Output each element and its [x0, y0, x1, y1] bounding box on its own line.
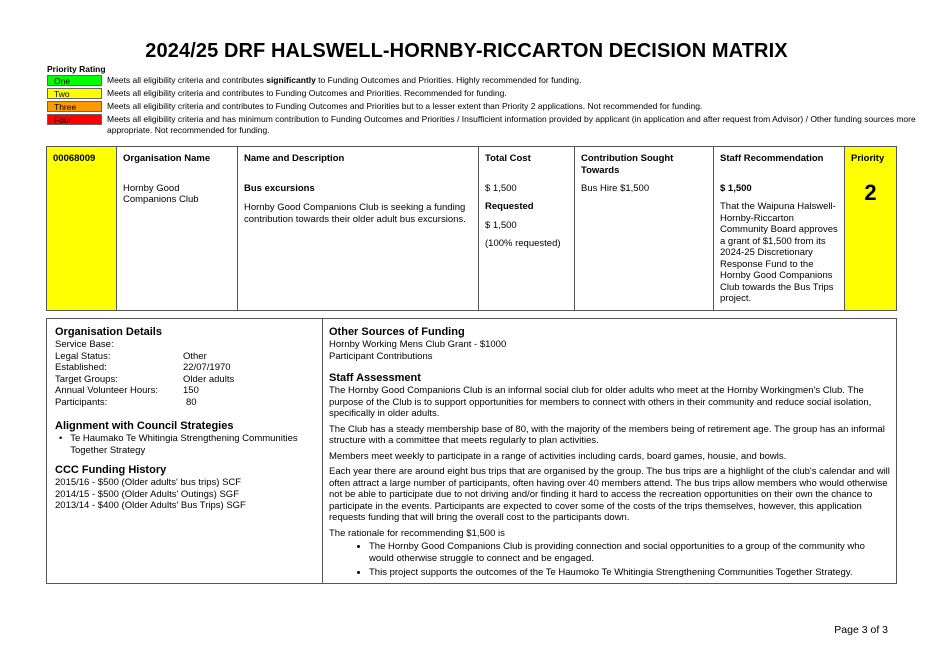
- priority-rating-heading: Priority Rating: [47, 64, 106, 74]
- other-funding-item: Participant Contributions: [329, 350, 433, 362]
- project-name: Bus excursions: [244, 182, 315, 194]
- organisation-details-panel: [47, 319, 323, 583]
- other-funding-heading: Other Sources of Funding: [329, 326, 465, 338]
- other-funding-item: Hornby Working Mens Club Grant - $1000: [329, 339, 507, 350]
- staff-recommendation-amount: $ 1,500: [720, 182, 752, 194]
- rationale-list: [329, 541, 890, 579]
- priority-desc-four: Meets all eligibility criteria and has minimum contribution to Funding Outcomes and Priorities / Insufficient information provided by applicant (in application and after request from Advisor) / Other funding sources more appropriate. Not recommended for funding.: [107, 114, 916, 135]
- page-title: 2024/25 DRF HALSWELL-HORNBY-RICCARTON DECISION MATRIX: [145, 40, 788, 62]
- funding-history-item: 2013/14 - $400 (Older Adults' Bus Trips) SGF: [55, 500, 246, 511]
- priority-swatch-two: Two: [47, 88, 102, 99]
- total-cost-header: Total Cost: [485, 153, 531, 164]
- rationale-bullet: • This project supports the outcomes of the Te Haumoko Te Whitingia Strengthening Communities Together Strategy.: [369, 567, 890, 579]
- assessment-paragraph: Members meet weekly to participate in a range of activities including cards, board games, housie, and bowls.: [329, 450, 787, 462]
- service-base-label: Service Base:: [55, 339, 114, 350]
- page-number: Page 3 of 3: [834, 624, 888, 636]
- priority-desc-one: Meets all eligibility criteria and contributes significantly to Funding Outcomes and Priorities. Highly recommended for funding.: [107, 75, 582, 85]
- organisation-details-heading: Organisation Details: [55, 326, 162, 338]
- requested-amount: $ 1,500: [485, 219, 517, 231]
- funding-history-item: 2015/16 - $500 (Older adults' bus trips) SCF: [55, 477, 242, 488]
- priority-swatch-four: Four: [47, 114, 102, 125]
- contribution-cell: [575, 147, 714, 310]
- priority-cell: [845, 147, 896, 310]
- assessment-panel: [323, 319, 896, 583]
- alignment-item: • Te Haumako Te Whitingia Strengthening Communities Together Strategy: [59, 433, 298, 456]
- staff-recommendation-text: That the Waipuna Halswell-Hornby-Riccarton Community Board approves a grant of $1,500 from its 2024-25 Discretionary Response Fund to the Hornby Good Companions Club towards the Bus Trips project.: [720, 201, 838, 304]
- description-cell: [238, 147, 479, 310]
- organisation-header: Organisation Name: [123, 153, 211, 164]
- details-section: [46, 318, 897, 584]
- name-description-header: Name and Description: [244, 153, 345, 164]
- organisation-cell: [117, 147, 238, 310]
- assessment-paragraph: Each year there are around eight bus trips that are organised by the group. The bus trips are a highlight of the club's calendar and will often attract a large number of participants, often having over 40 members attend. The bus trips allow members who would otherwise not be able to participate due to not driving and/or finding it hard to access the recreation opportunities on their own the chance to participate in the events. Participants are expected to cover some of the costs of the trips themselves, however, this application requests funding that will bring the overall cost to the participants down.: [329, 466, 890, 523]
- priority-header: Priority: [851, 153, 885, 164]
- staff-recommendation-header: Staff Recommendation: [720, 153, 824, 164]
- priority-swatch-one: One: [47, 75, 102, 86]
- rationale-bullet: • The Hornby Good Companions Club is providing connection and social opportunities to a group of the community who would otherwise struggle to connect and be engaged.: [369, 541, 890, 564]
- application-id: 00068009: [47, 147, 117, 310]
- project-description: Hornby Good Companions Club is seeking a funding contribution towards their older adult bus excursions.: [244, 202, 466, 225]
- detail-row-established: Established: 22/07/1970: [55, 362, 231, 373]
- priority-desc-three: Meets all eligibility criteria and contributes to Funding Outcomes and Priorities but to a lesser extent than Priority 2 applications. Not recommended for funding.: [107, 101, 703, 111]
- requested-label: Requested: [485, 201, 534, 212]
- assessment-paragraph: The rationale for recommending $1,500 is: [329, 527, 505, 539]
- contribution-value: Bus Hire $1,500: [581, 183, 650, 194]
- assessment-paragraph: The Club has a steady membership base of 80, with the majority of the members being of retirement age. The group has an informal structure with a committee that meets regularly to plan activities.: [329, 423, 885, 446]
- priority-swatch-three: Three: [47, 101, 102, 112]
- funding-history-heading: CCC Funding History: [55, 464, 167, 476]
- cost-cell: [479, 147, 575, 310]
- alignment-heading: Alignment with Council Strategies: [55, 420, 234, 432]
- staff-recommendation-cell: [714, 147, 845, 310]
- priority-desc-two: Meets all eligibility criteria and contributes to Funding Outcomes and Priorities. Recommended for funding.: [107, 88, 507, 98]
- staff-assessment-heading: Staff Assessment: [329, 372, 421, 384]
- detail-row-legal-status: Legal Status: Other: [55, 350, 207, 362]
- requested-percent: (100% requested): [485, 238, 561, 249]
- assessment-paragraph: The Hornby Good Companions Club is an informal social club for older adults who meet at the Hornby Workingmen's Club. The purpose of the Club is to support opportunities for members to connect with others in their community and reduce social isolation, specifically in older adults.: [329, 385, 872, 419]
- detail-row-volunteer-hours: Annual Volunteer Hours: 150: [55, 385, 199, 396]
- detail-row-participants: Participants: 80: [55, 396, 197, 408]
- detail-row-target-groups: Target Groups: Older adults: [55, 373, 235, 385]
- organisation-name: Hornby Good Companions Club: [123, 182, 199, 205]
- contribution-header: Contribution Sought Towards: [581, 153, 674, 176]
- decision-matrix-table: [46, 146, 897, 311]
- total-cost: $ 1,500: [485, 182, 517, 194]
- priority-value: 2: [864, 179, 877, 205]
- funding-history-item: 2014/15 - $500 (Older Adults' Outings) SGF: [55, 488, 239, 500]
